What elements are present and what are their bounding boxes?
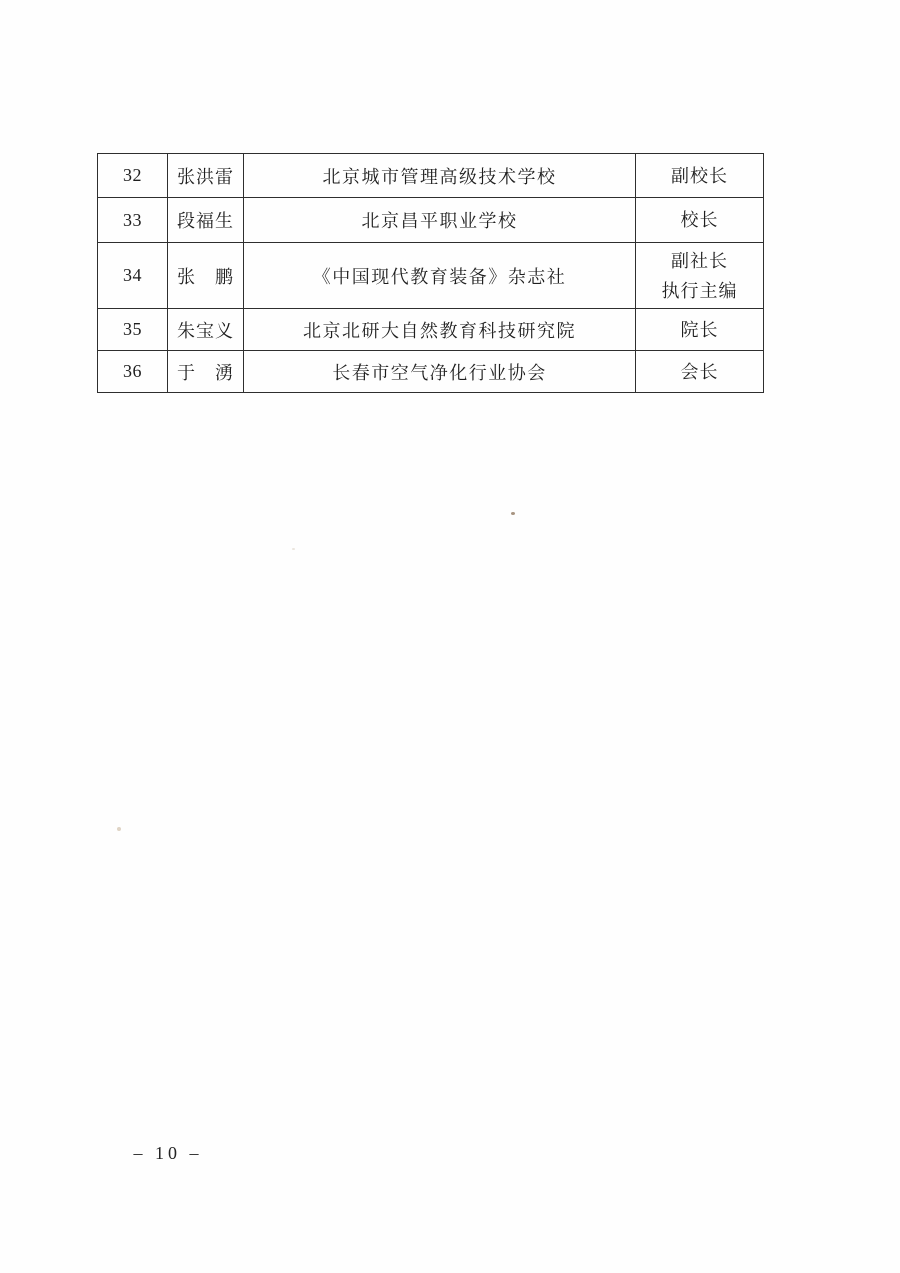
position-title-line: 副社长 (671, 250, 728, 271)
roster-table (97, 153, 764, 393)
scan-speck (292, 548, 295, 550)
person-name: 张 鹏 (168, 243, 244, 309)
organization: 北京北研大自然教育科技研究院 (244, 309, 636, 351)
position-title-line: 会长 (680, 361, 719, 382)
position-title-line: 院长 (680, 319, 719, 340)
table-row (98, 198, 764, 243)
organization: 北京城市管理高级技术学校 (244, 154, 636, 198)
person-name: 于 湧 (168, 351, 244, 393)
organization: 长春市空气净化行业协会 (244, 351, 636, 393)
row-number: 33 (98, 198, 168, 243)
person-name: 朱宝义 (168, 309, 244, 351)
scan-speck (511, 512, 515, 515)
position-title-line: 校长 (680, 210, 719, 230)
page-number: – 10 – (133, 1143, 203, 1163)
position-title-line: 副校长 (671, 165, 728, 186)
table-row (98, 154, 764, 198)
position-title (636, 351, 764, 393)
row-number: 36 (98, 351, 168, 393)
person-name: 段福生 (168, 198, 244, 243)
organization: 《中国现代教育装备》杂志社 (244, 243, 636, 309)
position-title (636, 198, 764, 243)
table-row (98, 309, 764, 351)
row-number: 35 (98, 309, 168, 351)
position-title-line: 执行主编 (661, 280, 738, 301)
organization: 北京昌平职业学校 (244, 198, 636, 243)
scan-speck (117, 827, 121, 831)
row-number: 34 (98, 243, 168, 309)
table-row (98, 243, 764, 309)
row-number: 32 (98, 154, 168, 198)
position-title (636, 243, 764, 309)
person-name: 张洪雷 (168, 154, 244, 198)
position-title (636, 309, 764, 351)
table-row (98, 351, 764, 393)
position-title (636, 154, 764, 198)
